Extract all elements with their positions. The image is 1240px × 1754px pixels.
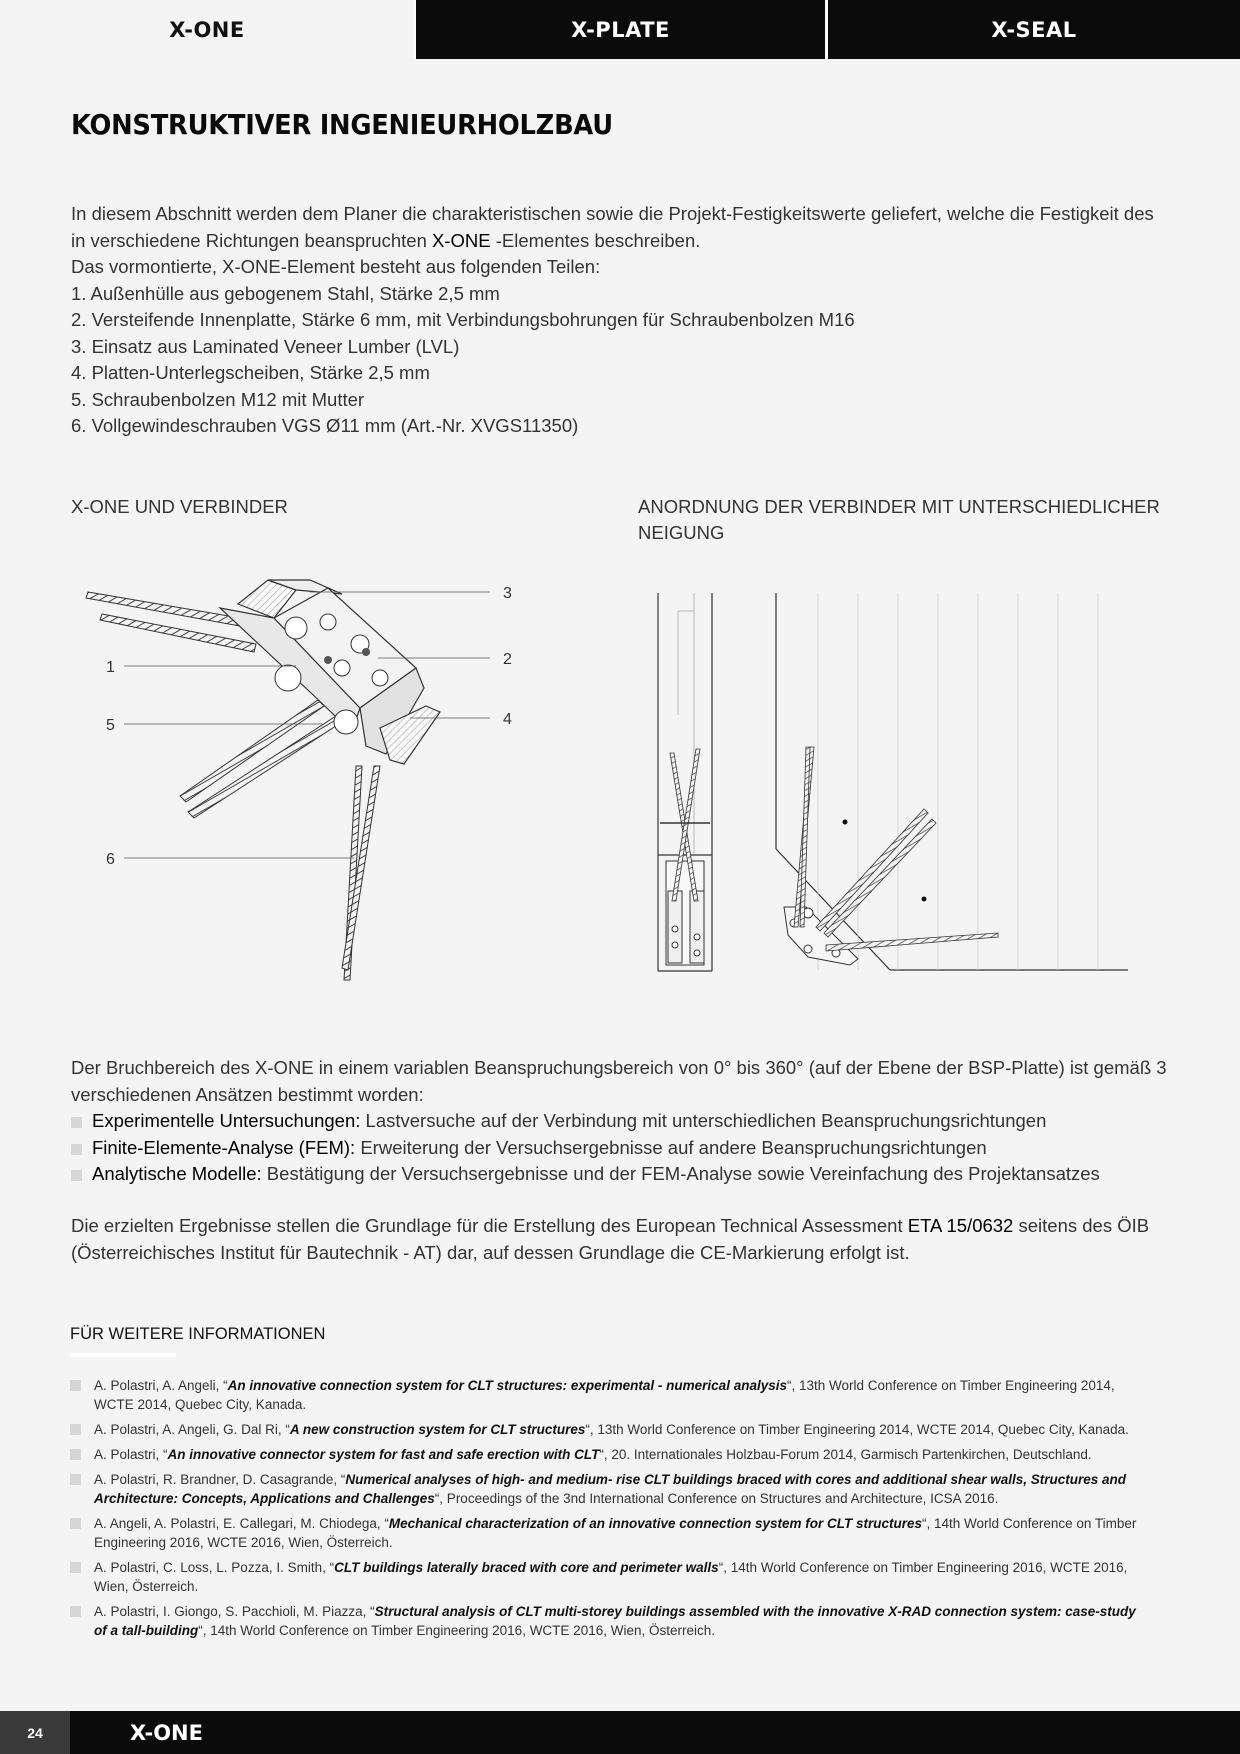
reference-item: A. Polastri, “An innovative connector system for fast and safe erection with CLT“, 20. Internationales Holzbau-Forum 2014, Garmisch Partenkirchen, Deutschland. [70, 1445, 1150, 1464]
references-underline [70, 1353, 176, 1357]
page-number: 24 [0, 1711, 70, 1754]
square-bullet-icon [71, 1170, 82, 1181]
results-paragraph: Die erzielten Ergebnisse stellen die Grundlage für die Erstellung des European Technical Assessment ETA 15/0632 seitens des ÖIB (Österreichisches Institut für Bautechnik - AT) dar, auf dessen Grundlage die CE-Markierung erfolgt ist. [71, 1215, 1150, 1263]
square-bullet-icon [70, 1562, 81, 1573]
wall-section-narrow [658, 593, 712, 971]
callout-6: 6 [106, 851, 115, 868]
square-bullet-icon [70, 1449, 81, 1460]
eta-reference: ETA 15/0632 [907, 1215, 1014, 1236]
failure-intro: Der Bruchbereich des X-ONE in einem variablen Beanspruchungsbereich von 0° bis 360° (auf der Ebene der BSP-Platte) ist gemäß 3 verschiedenen Ansätzen bestimmt worden: [71, 1057, 1167, 1105]
list-item: 4. Platten-Unterlegscheiben, Stärke 2,5 mm [71, 362, 430, 383]
callout-5: 5 [106, 717, 115, 734]
figure-title-right: ANORDNUNG DER VERBINDER MIT UNTERSCHIEDLICHER NEIGUNG [638, 496, 1160, 543]
list-item: Analytische Modelle: Bestätigung der Versuchsergebnisse und der FEM-Analyse sowie Vereinfachung des Projektansatzes [71, 1161, 1171, 1188]
callout-4: 4 [503, 711, 512, 728]
parts-intro: Das vormontierte, X-ONE-Element besteht aus folgenden Teilen: [71, 256, 601, 277]
square-bullet-icon [71, 1117, 82, 1128]
square-bullet-icon [70, 1474, 81, 1485]
list-item: 3. Einsatz aus Laminated Veneer Lumber (LVL) [71, 335, 460, 357]
reference-item: A. Polastri, C. Loss, L. Pozza, I. Smith, “CLT buildings laterally braced with core and perimeter walls“, 14th World Conference on Timber Engineering 2016, WCTE 2016, Wien, Österreich. [70, 1558, 1150, 1596]
callout-1: 1 [106, 659, 115, 676]
square-bullet-icon [70, 1424, 81, 1435]
x-one-element [220, 580, 440, 764]
list-item: Experimentelle Untersuchungen: Lastversuche auf der Verbindung mit unterschiedlichen Beanspruchungsrichtungen [71, 1108, 1171, 1135]
list-item: 6. Vollgewindeschrauben VGS Ø11 mm (Art.-Nr. XVGS11350) [71, 415, 579, 436]
intro-paragraph: In diesem Abschnitt werden dem Planer die charakteristischen sowie die Projekt-Festigkeitswerte geliefert, welche die Festigkeit des in verschiedene Richtungen beanspruchten X-ONE -Elementes beschreiben. [71, 203, 1154, 251]
parts-list [71, 281, 1171, 440]
results-section [71, 1213, 1171, 1266]
screw-lower-1 [180, 700, 324, 802]
callout-3: 3 [503, 585, 512, 602]
list-item: 1. Außenhülle aus gebogenem Stahl, Stärke 2,5 mm [71, 282, 500, 304]
reference-item: A. Angeli, A. Polastri, E. Callegari, M. Chiodega, “Mechanical characterization of an innovative connection system for CLT structures“, 14th World Conference on Timber Engineering 2016, WCTE 2016, Wien, Österreich. [70, 1514, 1150, 1552]
reference-item: A. Polastri, I. Giongo, S. Pacchioli, M. Piazza, “Structural analysis of CLT multi-storey buildings assembled with the innovative X-RAD connection system: case-study of a tall-building“, 14th World Conference on Timber Engineering 2016, WCTE 2016, Wien, Österreich. [70, 1602, 1150, 1640]
intro-section [71, 201, 1171, 440]
reference-item: A. Polastri, R. Brandner, D. Casagrande, “Numerical analyses of high- and medium- rise CLT buildings braced with cores and additional shear walls, Structures and Architecture: Concepts, Applications and Challenges“, Proceedings of the 3nd International Conference on Structures and Architecture, ICSA 2016. [70, 1470, 1150, 1508]
list-item: 5. Schraubenbolzen M12 mit Mutter [71, 388, 365, 410]
reference-item: A. Polastri, A. Angeli, G. Dal Ri, “A new construction system for CLT structures“, 13th World Conference on Timber Engineering 2014, WCTE 2014, Quebec City, Kanada. [70, 1420, 1150, 1439]
approach-list [71, 1108, 1171, 1188]
corner-panel [776, 593, 1128, 970]
tab-x-one[interactable]: X-ONE [0, 0, 414, 59]
x-one-connector-drawing [60, 560, 530, 1000]
list-item: Finite-Elemente-Analyse (FEM): Erweiterung der Versuchsergebnisse auf andere Beanspruchungsrichtungen [71, 1135, 1171, 1162]
tab-x-plate[interactable]: X-PLATE [414, 0, 825, 59]
square-bullet-icon [71, 1144, 82, 1155]
references-title: FÜR WEITERE INFORMATIONEN [70, 1325, 326, 1343]
screw-lower-2 [188, 716, 342, 818]
tab-x-seal[interactable]: X-SEAL [825, 0, 1240, 59]
page-title: KONSTRUKTIVER INGENIEURHOLZBAU [71, 108, 613, 141]
square-bullet-icon [70, 1518, 81, 1529]
page-footer [0, 1711, 1240, 1754]
reference-item: A. Polastri, A. Angeli, “An innovative connection system for CLT structures: experimental - numerical analysis“, 13th World Conference on Timber Engineering 2014, WCTE 2014, Quebec City, Kanada. [70, 1376, 1150, 1414]
screw-vertical-2 [342, 766, 380, 970]
square-bullet-icon [70, 1606, 81, 1617]
list-item: 2. Versteifende Innenplatte, Stärke 6 mm, mit Verbindungsbohrungen für Schraubenbolzen M16 [71, 309, 855, 330]
footer-title: X-ONE [130, 1720, 203, 1745]
failure-section [71, 1055, 1171, 1188]
figure-title-left: X-ONE UND VERBINDER [71, 496, 288, 517]
square-bullet-icon [70, 1380, 81, 1391]
callout-2: 2 [503, 651, 512, 668]
references-list [70, 1376, 1150, 1646]
product-tabs [0, 0, 1240, 59]
connector-arrangement-drawing [640, 585, 1140, 975]
product-name: X-ONE [432, 229, 491, 251]
